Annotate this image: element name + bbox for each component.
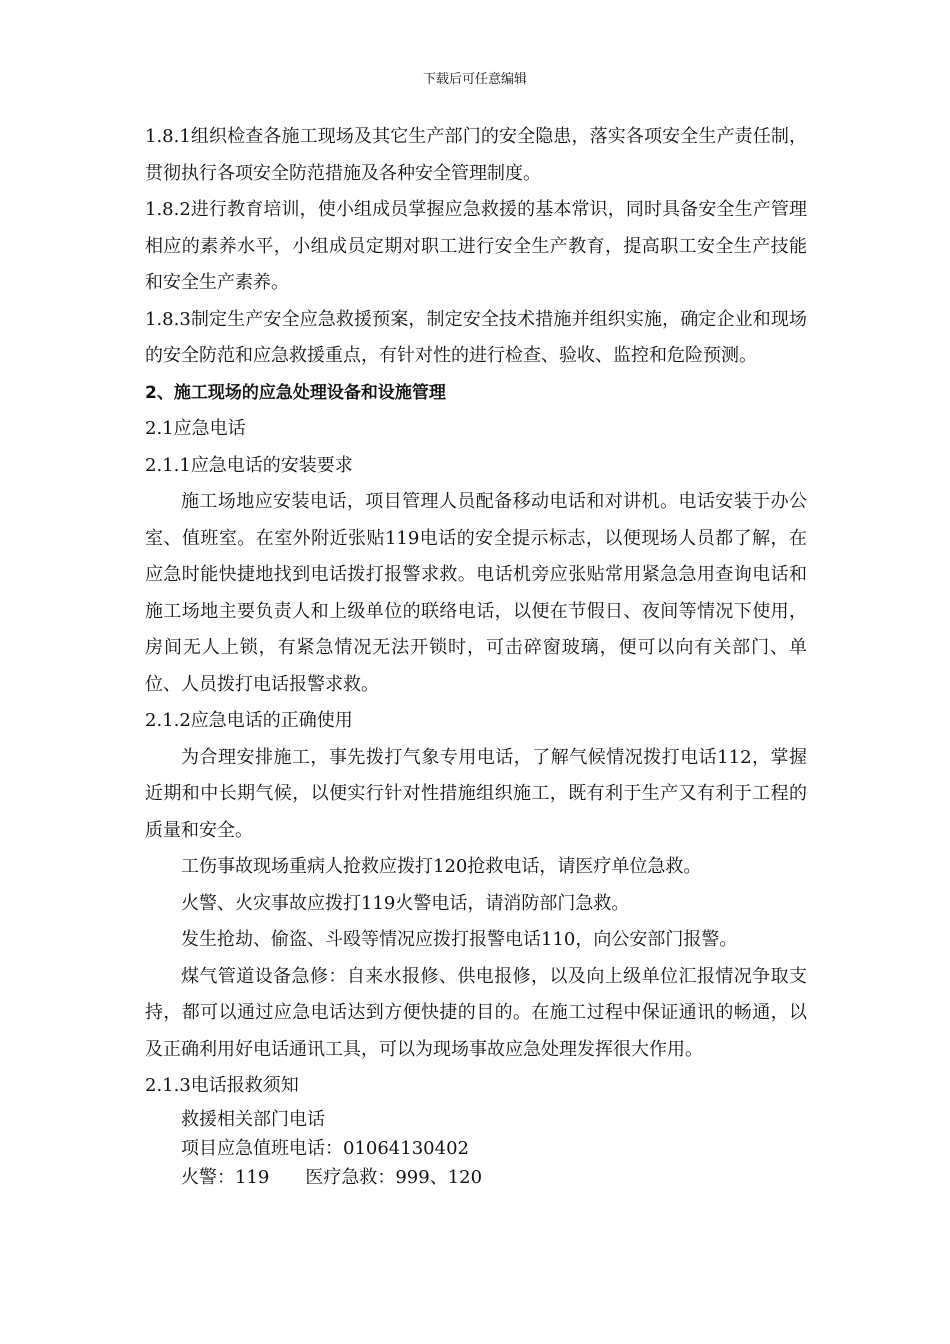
paragraph-installation: 施工场地应安装电话，项目管理人员配备移动电话和对讲机。电话安装于办公室、值班室。在室外附近张贴119电话的安全提示标志，以便现场人员都了解，在应急时能快捷地找到电话拨打报警求救。电话机旁应张贴常用紧急急用查询电话和施工场地主要负责人和上级单位的联络电话，以便在节假日、夜间等情况下使用，房间无人上锁，有紧急情况无法开锁时，可击碎窗玻璃，便可以向有关部门、单位、人员拨打电话报警求救。 bbox=[145, 491, 807, 695]
contacts-medical: 医疗急救：999、120 bbox=[305, 1166, 483, 1188]
document-body bbox=[145, 119, 807, 1192]
subheading-2-1-3: 2.1.3电话报救须知 bbox=[145, 1075, 299, 1096]
contacts-duty-phone: 项目应急值班电话：01064130402 bbox=[181, 1137, 469, 1159]
subheading-2-1: 2.1应急电话 bbox=[145, 418, 246, 439]
contacts-fire: 火警：119 bbox=[181, 1166, 270, 1188]
paragraph-1-8-2: 1.8.2进行教育培训，使小组成员掌握应急救援的基本常识，同时具备安全生产管理相应的素养水平，小组成员定期对职工进行安全生产教育，提高职工安全生产技能和安全生产素养。 bbox=[145, 199, 807, 293]
header-note: 下载后可任意编辑 bbox=[422, 72, 527, 87]
contacts-emergency-line bbox=[145, 1163, 807, 1192]
contacts-title: 救援相关部门电话 bbox=[181, 1108, 325, 1130]
subheading-2-1-1: 2.1.1应急电话的安装要求 bbox=[145, 454, 353, 476]
paragraph-1-8-1: 1.8.1组织检查各施工现场及其它生产部门的安全隐患，落实各项安全生产责任制，贯彻执行各项安全防范措施及各种安全管理制度。 bbox=[145, 126, 807, 184]
paragraph-police: 发生抢劫、偷盗、斗殴等情况应拨打报警电话110，向公安部门报警。 bbox=[181, 929, 738, 950]
paragraph-weather: 为合理安排施工，事先拨打气象专用电话，了解气候情况拨打电话112，掌握近期和中长期气候，以便实行针对性措施组织施工，既有利于生产又有利于工程的质量和安全。 bbox=[145, 746, 807, 841]
paragraph-repairs: 煤气管道设备急修：自来水报修、供电报修，以及向上级单位汇报情况争取支持，都可以通过应急电话达到方便快捷的目的。在施工过程中保证通讯的畅通，以及正确利用好电话通讯工具，可以为现场事故应急处理发挥很大作用。 bbox=[145, 965, 807, 1060]
paragraph-1-8-3: 1.8.3制定生产安全应急救援预案，制定安全技术措施并组织实施，确定企业和现场的安全防范和应急救援重点，有针对性的进行检查、验收、监控和危险预测。 bbox=[145, 308, 807, 366]
paragraph-ambulance: 工伤事故现场重病人抢救应拨打120抢救电话，请医疗单位急救。 bbox=[181, 856, 702, 877]
subheading-2-1-2: 2.1.2应急电话的正确使用 bbox=[145, 710, 353, 731]
section-heading-2: 2、施工现场的应急处理设备和设施管理 bbox=[145, 382, 446, 403]
paragraph-fire: 火警、火灾事故应拨打119火警电话，请消防部门急救。 bbox=[181, 892, 630, 914]
